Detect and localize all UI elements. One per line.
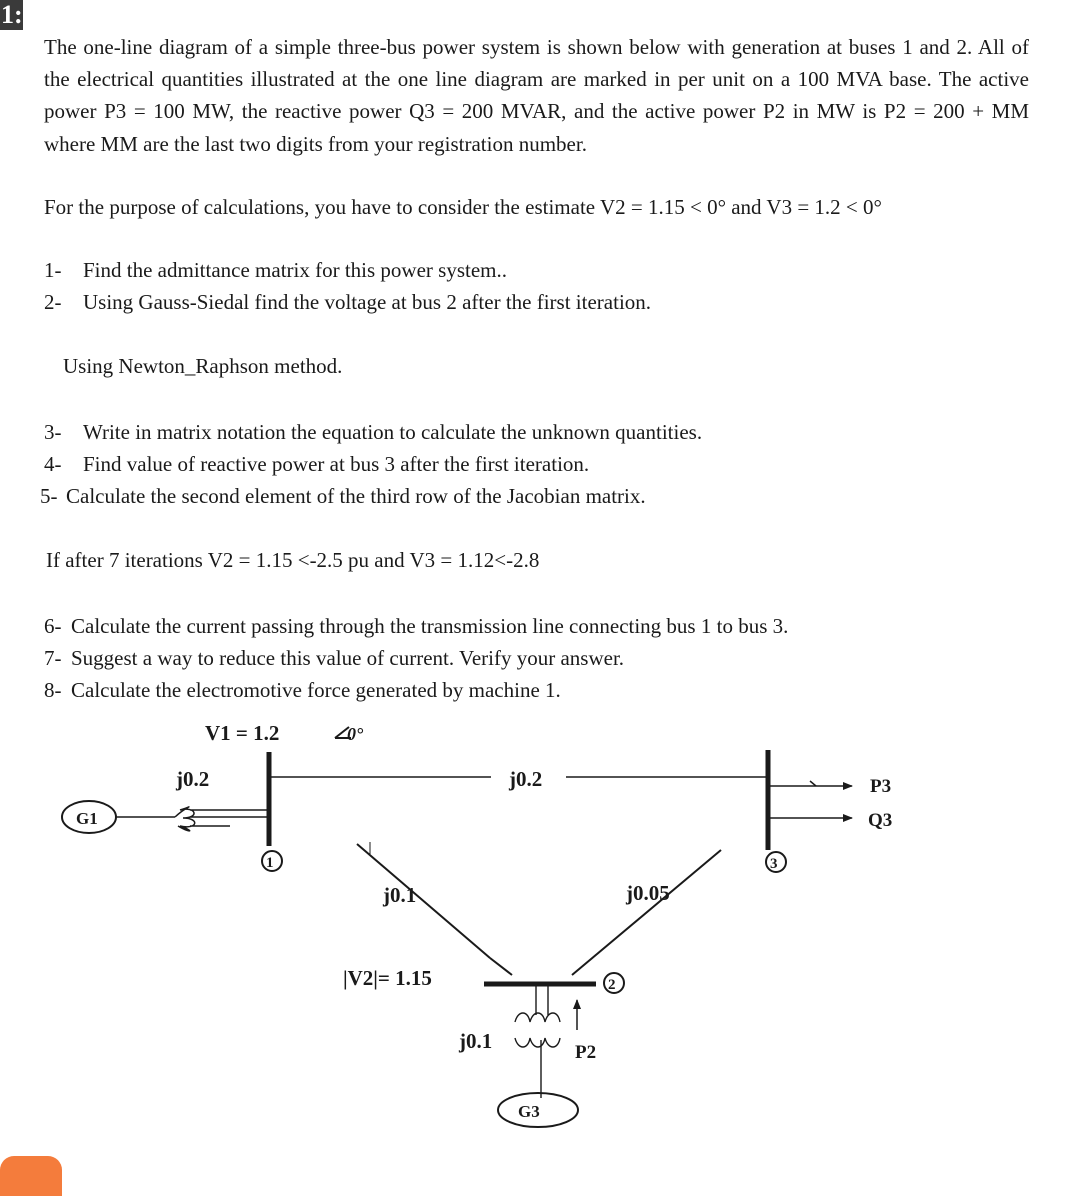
task-number: 3- [44, 420, 62, 444]
generator-g1-icon [62, 801, 116, 833]
task-number: 4- [44, 452, 62, 476]
transformer-coil-icon [175, 807, 268, 831]
generator-g1-label: G1 [76, 809, 98, 828]
task-text: Calculate the electromotive force generated by machine 1. [71, 678, 561, 702]
bus-3-marker [766, 852, 786, 872]
task-3 [44, 419, 702, 445]
bus-1-label: 1 [266, 855, 274, 871]
task-6 [44, 613, 788, 639]
v1-angle: 0° [347, 724, 364, 744]
p3-label: P3 [870, 776, 892, 797]
bus-3-label: 3 [770, 856, 778, 872]
task-2 [44, 289, 651, 315]
bus-1-marker [262, 851, 282, 871]
question-number: 1: [1, 0, 23, 29]
task-text: Suggest a way to reduce this value of current. Verify your answer. [71, 646, 625, 670]
task-text: Calculate the current passing through the transmission line connecting bus 1 to bus 3. [71, 614, 789, 638]
p2-label: P2 [575, 1042, 597, 1063]
line-2-3 [572, 850, 721, 975]
bus-2-label: 2 [608, 977, 616, 993]
angle-symbol-icon [335, 727, 351, 738]
task-4 [44, 451, 589, 477]
v2-magnitude-label: |V2|= 1.15 [343, 966, 432, 990]
newton-heading: Using Newton_Raphson method. [63, 354, 343, 378]
estimate-paragraph: For the purpose of calculations, you have to consider the estimate V2 = 1.15 < 0° and V3 = 1.2 < 0° [44, 195, 882, 219]
line-1-2 [357, 844, 490, 958]
line-1-2-reactance: j0.1 [383, 883, 417, 907]
orange-tab [0, 1156, 62, 1196]
g3-reactance-label: j0.1 [459, 1029, 493, 1053]
task-7 [44, 645, 624, 671]
iteration-note: If after 7 iterations V2 = 1.15 <-2.5 pu and V3 = 1.12<-2.8 [46, 548, 540, 572]
generator-g3-icon [498, 1093, 578, 1127]
task-number: 8- [44, 678, 62, 702]
task-number: 5- [40, 484, 58, 508]
p3-arrow-tail-icon [810, 781, 816, 786]
line-2-3-reactance: j0.05 [626, 881, 670, 905]
line-1-3-reactance: j0.2 [509, 767, 543, 791]
task-number: 6- [44, 614, 62, 638]
task-text: Calculate the second element of the third row of the Jacobian matrix. [66, 484, 646, 508]
task-text: Using Gauss-Siedal find the voltage at bus 2 after the first iteration. [83, 290, 652, 314]
task-text: Find the admittance matrix for this power system.. [83, 258, 507, 282]
g3-transformer-coil-icon [515, 1013, 560, 1047]
generator-g3-label: G3 [518, 1102, 540, 1121]
task-text: Find value of reactive power at bus 3 after the first iteration. [83, 452, 590, 476]
task-8 [44, 677, 561, 703]
intro-paragraph: The one-line diagram of a simple three-bus power system is shown below with generation at buses 1 and 2. All of the electrical quantities illustrated at the one line diagram are marked in per unit on a 100 MVA base. The active power P3 = 100 MW, the reactive power Q3 = 200 MVAR, and the active power P2 in MW is P2 = 200 + MM where MM are the last two digits from your registration number. [44, 35, 1029, 156]
task-5 [40, 483, 646, 509]
line-1-2-drop [490, 958, 512, 975]
g1-reactance-label: j0.2 [176, 767, 210, 791]
v1-label: V1 = 1.2 [205, 721, 280, 745]
task-number: 2- [44, 290, 62, 314]
task-number: 7- [44, 646, 62, 670]
q3-label: Q3 [868, 810, 893, 831]
task-text: Write in matrix notation the equation to calculate the unknown quantities. [83, 420, 703, 444]
task-1 [44, 257, 507, 283]
bus-2-marker [604, 973, 624, 993]
task-number: 1- [44, 258, 62, 282]
